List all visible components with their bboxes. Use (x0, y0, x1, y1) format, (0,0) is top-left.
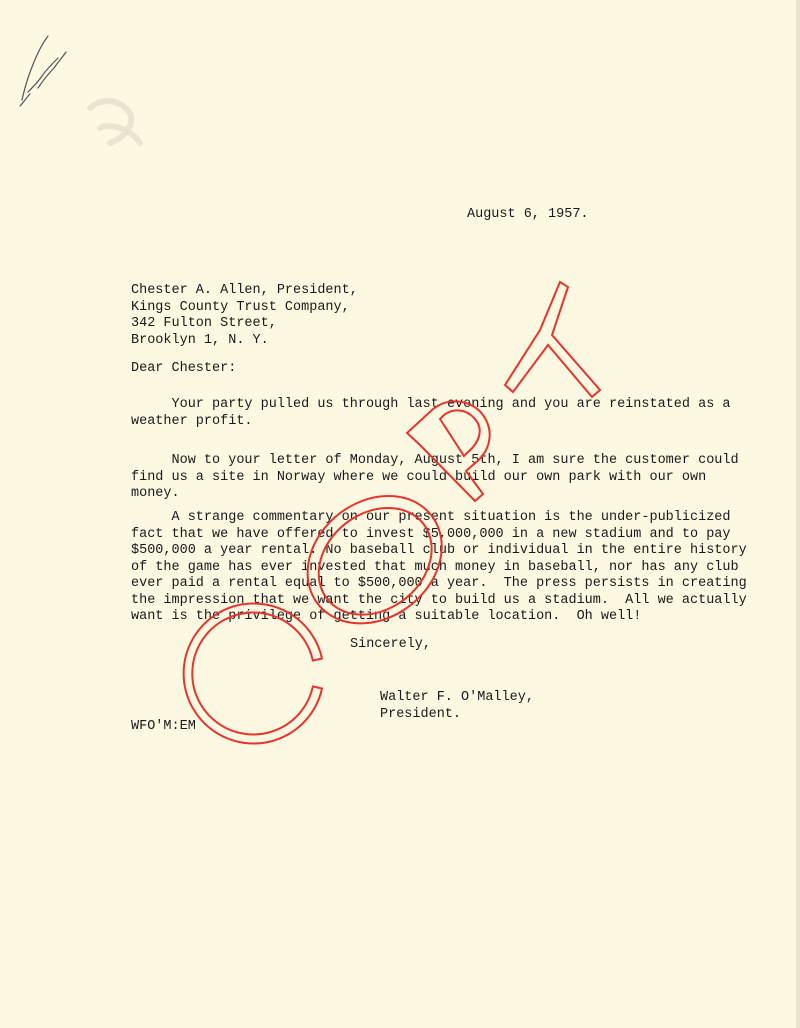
recipient-line: Kings County Trust Company, (131, 299, 350, 315)
signature-block (380, 690, 534, 723)
body-paragraph (131, 397, 731, 430)
page-edge (796, 0, 800, 1028)
closing: Sincerely, (350, 637, 432, 652)
paragraph-line: Your party pulled us through last evening and you are reinstated as a (131, 397, 731, 412)
paragraph-line: money. (131, 486, 180, 501)
paragraph-line: Now to your letter of Monday, August 5th, I am sure the customer could (131, 453, 739, 468)
letter-date: August 6, 1957. (467, 207, 589, 222)
stamp-letter-y (505, 282, 600, 397)
paragraph-line: ever paid a rental equal to $500,000 a year. The press persists in creating (131, 576, 747, 591)
typist-initials: WFO'M:EM (131, 719, 196, 734)
signer-line: President. (380, 706, 462, 722)
body-paragraph (131, 510, 747, 626)
paragraph-line: of the game has ever invested that much money in baseball, nor has any club (131, 559, 739, 575)
handwritten-note-mark (8, 22, 78, 112)
salutation: Dear Chester: (131, 361, 237, 376)
recipient-address (131, 283, 358, 349)
signer-line: Walter F. O'Malley, (380, 690, 534, 705)
paragraph-line: $500,000 a year rental. No baseball club or individual in the entire history (131, 543, 747, 558)
faint-letterhead-mark (80, 88, 160, 158)
paragraph-line: fact that we have offered to invest $5,000,000 in a new stadium and to pay (131, 526, 731, 542)
recipient-line: Brooklyn 1, N. Y. (131, 332, 269, 348)
recipient-line: 342 Fulton Street, (131, 316, 277, 331)
body-paragraph (131, 453, 739, 503)
paragraph-line: A strange commentary on our present situation is the under-publicized (131, 510, 731, 525)
paragraph-line: weather profit. (131, 413, 253, 429)
paragraph-line: want is the privilege of getting a suitable location. Oh well! (131, 609, 642, 624)
recipient-line: Chester A. Allen, President, (131, 283, 358, 298)
paragraph-line: the impression that we want the city to build us a stadium. All we actually (131, 592, 747, 608)
paragraph-line: find us a site in Norway where we could build our own park with our own (131, 469, 707, 485)
